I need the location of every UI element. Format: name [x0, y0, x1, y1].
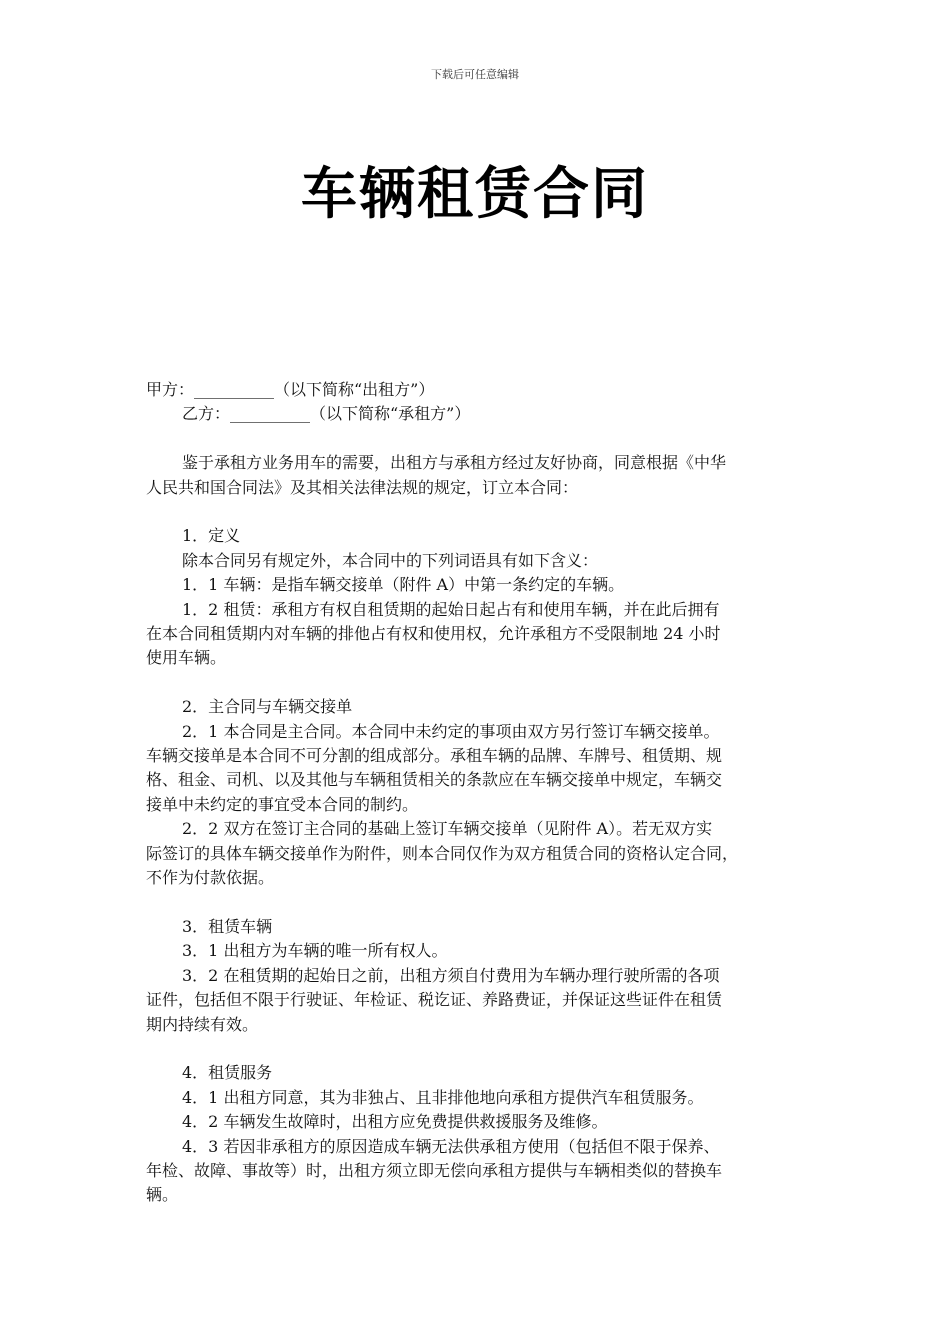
paragraph-gap: [146, 500, 816, 524]
text-line: 3．1 出租方为车辆的唯一所有权人。: [182, 941, 448, 961]
text-line: 期内持续有效。: [146, 1014, 259, 1034]
text-line: 4．租赁服务: [182, 1063, 273, 1083]
text-line: 3．租赁车辆: [182, 916, 273, 936]
text-line: 1．定义: [182, 526, 241, 546]
text-line: 不作为付款依据。: [146, 868, 275, 888]
paragraph-gap: [146, 890, 816, 914]
text-line: 使用车辆。: [146, 648, 227, 668]
text-line: 际签订的具体车辆交接单作为附件，则本合同仅作为双方租赁合同的资格认定合同，: [146, 843, 739, 863]
text-line: 1．1 车辆：是指车辆交接单（附件 A）中第一条约定的车辆。: [182, 575, 625, 595]
paragraph-gap: [146, 427, 816, 451]
text-line: 3．2 在租赁期的起始日之前，出租方须自付费用为车辆办理行驶所需的各项: [182, 965, 720, 985]
text-line: 鉴于承租方业务用车的需要，出租方与承租方经过友好协商，同意根据《中华: [182, 453, 727, 473]
text-line: 格、租金、司机、以及其他与车辆租赁相关的条款应在车辆交接单中规定，车辆交: [146, 770, 723, 790]
text-line: 辆。: [146, 1185, 179, 1205]
text-line: 人民共和国合同法》及其相关法律法规的规定，订立本合同：: [146, 477, 579, 497]
text-line: 甲方：__________（以下简称“出租方”）: [146, 380, 435, 399]
text-line: 除本合同另有规定外，本合同中的下列词语具有如下含义：: [182, 550, 599, 570]
text-line: 1．2 租赁：承租方有权自租赁期的起始日起占有和使用车辆，并在此后拥有: [182, 599, 720, 619]
text-line: 年检、故障、事故等）时，出租方须立即无偿向承租方提供与车辆相类似的替换车: [146, 1160, 723, 1180]
text-line: 2．2 双方在签订主合同的基础上签订车辆交接单（见附件 A）。若无双方实: [182, 819, 713, 839]
header-note: 下载后可任意编辑: [431, 68, 519, 81]
text-line: 乙方：__________（以下简称“承租方”）: [182, 404, 471, 424]
text-line: 在本合同租赁期内对车辆的排他占有权和使用权，允许承租方不受限制地 24 小时: [146, 624, 721, 644]
paragraph-gap: [146, 1037, 816, 1061]
text-line: 4．2 车辆发生故障时，出租方应免费提供救援服务及维修。: [182, 1112, 608, 1132]
text-line: 4．1 出租方同意，其为非独占、且非排他地向承租方提供汽车租赁服务。: [182, 1087, 704, 1107]
text-line: 2．主合同与车辆交接单: [182, 697, 353, 717]
text-line: 证件，包括但不限于行驶证、年检证、税讫证、养路费证，并保证这些证件在租赁: [146, 990, 723, 1010]
text-line: 2．1 本合同是主合同。本合同中未约定的事项由双方另行签订车辆交接单。: [182, 721, 720, 741]
paragraph-gap: [146, 671, 816, 695]
text-line: 车辆交接单是本合同不可分割的组成部分。承租车辆的品牌、车牌号、租赁期、规: [146, 746, 723, 766]
document-title: 车辆租赁合同: [301, 162, 649, 227]
text-line: 4．3 若因非承租方的原因造成车辆无法供承租方使用（包括但不限于保养、: [182, 1136, 720, 1156]
contract-body: [146, 378, 816, 1208]
text-line: 接单中未约定的事宜受本合同的制约。: [146, 794, 419, 814]
